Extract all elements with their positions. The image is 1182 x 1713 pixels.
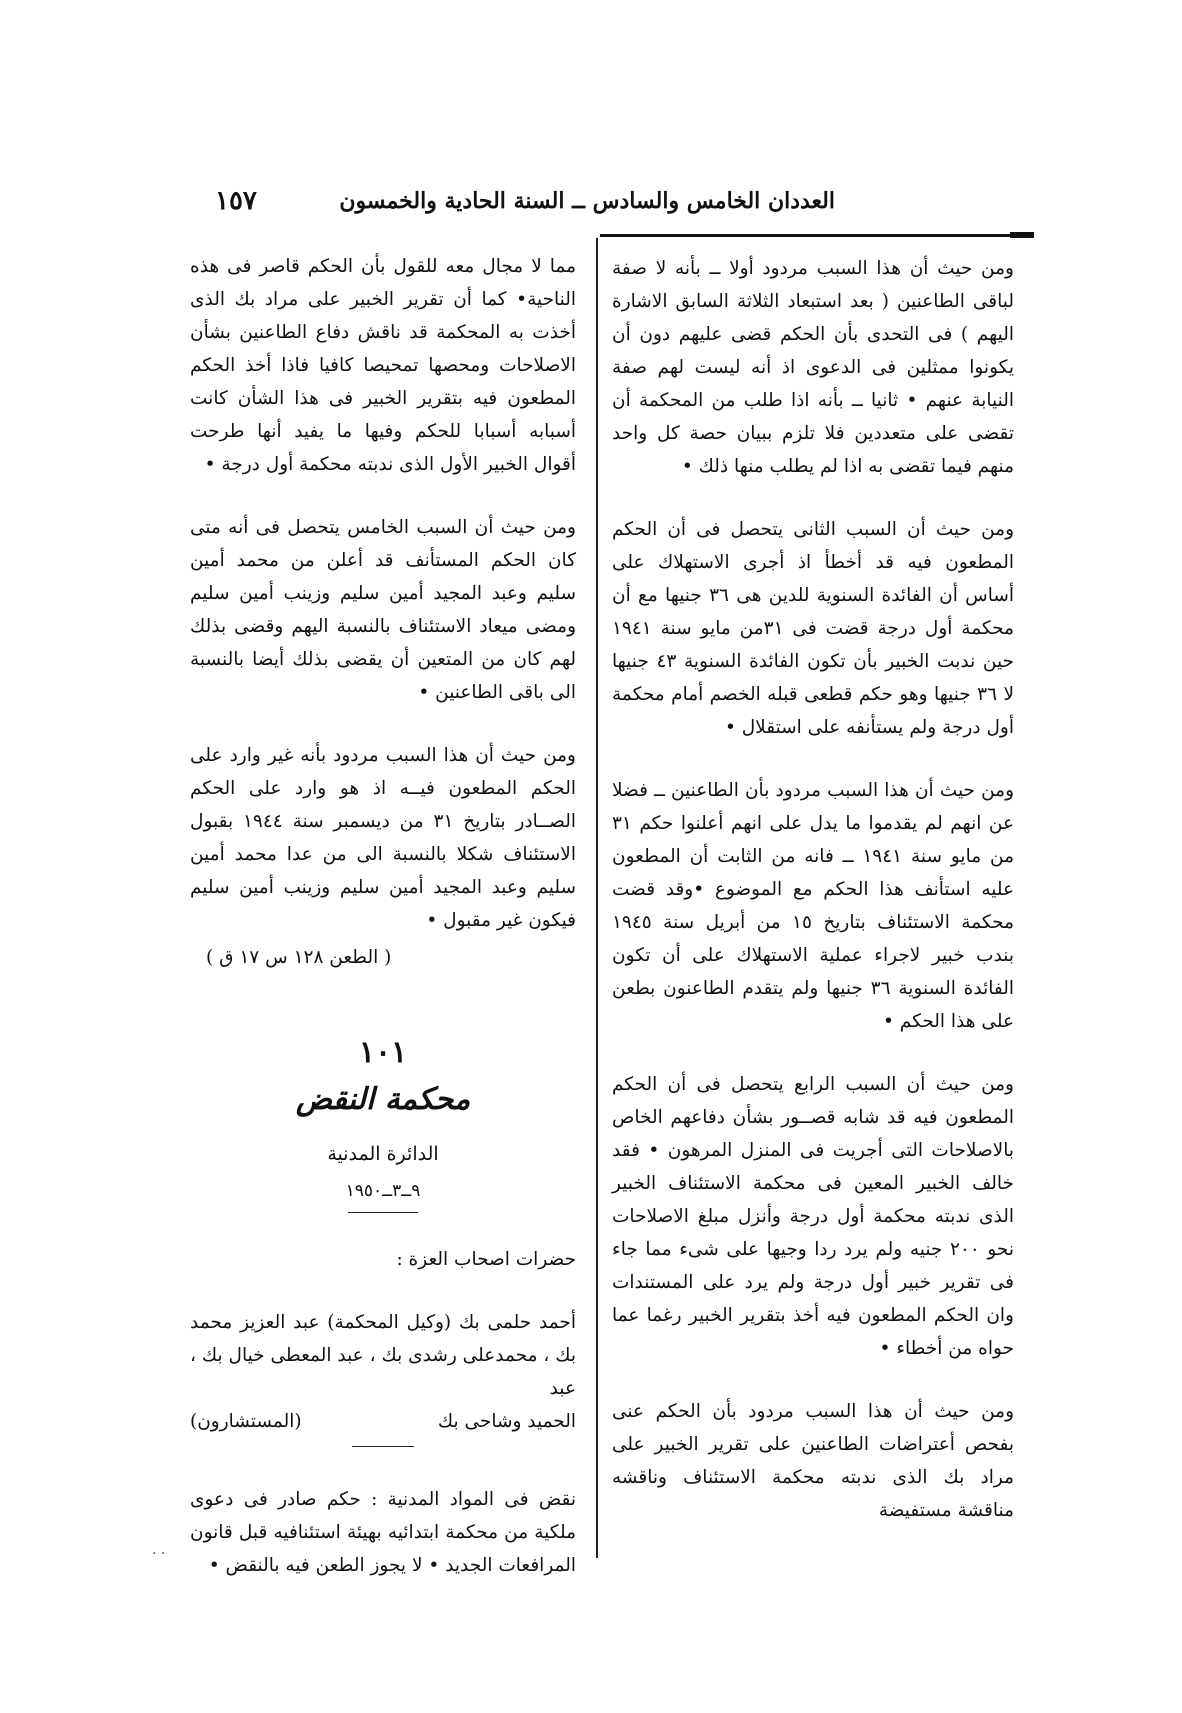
paragraph: مما لا مجال معه للقول بأن الحكم قاصر فى هذه الناحية• كما أن تقرير الخبير على مراد بك الذى أخذت به المحكمة قد ناقش دفاع الطاعنين بشأن الاصلاحات ومحصها تمحيصا كافيا فاذا أخذ الحكم المطعون فيه بتقرير الخبير فى هذا الشأن كانت أسبابه أسبابا للحكم وفيها ما يفيد أنها طرحت أقوال الخبير الأول الذى ندبته محكمة أول درجة • — [190, 256, 576, 475]
paragraph: ومن حيث أن هذا السبب مردود بأنه غير وارد على الحكم المطعون فيــه اذ هو وارد على الحكم الصــادر بتاريخ ٣١ من ديسمبر سنة ١٩٤٤ بقبول الاستئناف شكلا بالنسبة الى من عدا محمد أمين سليم وعبد المجيد أمين سليم وزينب أمين سليم فيكون غير مقبول • — [190, 745, 576, 931]
judges-role: (المستشارون) — [190, 1411, 302, 1432]
paragraph: ومن حيث أن هذا السبب مردود أولا ــ بأنه لا صفة لباقى الطاعنين ( بعد استبعاد الثلاثة السابق الاشارة اليهم ) فى التحدى بأن الحكم قضى عليهم دون أن يكونوا ممثلين فى الدعوى اذ أنه ليست لهم صفة النيابة عنهم • ثانيا ــ بأنه اذا طلب من المحكمة أن تقضى على متعددين فلا تلزم ببيان حصة كل واحد منهم فيما تقضى به اذا لم يطلب منها ذلك • — [612, 258, 1014, 477]
case-number: ١٠١ — [358, 1035, 408, 1070]
page-number: ١٥٧ — [215, 186, 257, 216]
running-header — [215, 180, 835, 222]
judges-list: أحمد حلمى بك (وكيل المحكمة) عبد العزيز محمد بك ، محمدعلى رشدى بك ، عبد المعطى خيال بك ، عبد — [190, 1312, 576, 1399]
paragraph: ومن حيث أن هذا السبب مردود بأن الطاعنين ــ فضلا عن انهم لم يقدموا ما يدل على انهم أعلنوا حكم ٣١ من مايو سنة ١٩٤١ ــ فانه من الثابت أن المطعون عليه استأنف هذا الحكم مع الموضوع •وقد قضت محكمة الاستئناف بتاريخ ١٥ من أبريل سنة ١٩٤٥ بندب خبير لاجراء عملية الاستهلاك على أن تكون الفائدة السنوية ٣٦ جنيها ولم يتقدم الطاعنون بطعن على هذا الحكم • — [612, 780, 1014, 1032]
judges-last-name: الحميد وشاحى بك — [437, 1411, 576, 1432]
paragraph: ومن حيث أن هذا السبب مردود بأن الحكم عنى بفحص أعتراضات الطاعنين على تقرير الخبير على مراد بك الذى ندبته محكمة الاستئناف وناقشه مناقشة مستفيضة — [612, 1401, 1014, 1521]
left-column — [190, 250, 576, 1582]
decision-date: ٩ــ٣ــ١٩٥٠ — [345, 1181, 421, 1201]
circuit-name: الدائرة المدنية — [327, 1143, 439, 1165]
header-rule-end — [1010, 232, 1034, 238]
judges-role-line — [190, 1405, 576, 1438]
paragraph: ومن حيث أن السبب الخامس يتحصل فى أنه متى كان الحكم المستأنف قد أعلن من محمد أمين سليم وعبد المجيد أمين سليم وزينب أمين سليم ومضى ميعاد الاستئناف بالنسبة اليهم وقضى بذلك لهم كان من المتعين أن يقضى بذلك أيضا بالنسبة الى باقى الطاعنين • — [190, 517, 576, 703]
column-divider — [596, 238, 598, 1558]
right-column — [612, 252, 1014, 1527]
paragraph: ومن حيث أن السبب الرابع يتحصل فى أن الحكم المطعون فيه قد شابه قصــور بشأن دفاعهم الخاص بالاصلاحات التى أجريت فى المنزل المرهون • فقد خالف الخبير المعين فى محكمة الاستئناف الخبير الذى ندبته محكمة أول درجة وأنزل مبلغ الاصلاحات نحو ٢٠٠ جنيه ولم يرد ردا وجيها على شىء مما جاء فى تقرير خبير أول درجة ولم يرد على المستندات وان الحكم المطعون فيه أخذ بتقرير الخبير رغما عما حواه من أخطاء • — [612, 1074, 1014, 1359]
margin-mark: · · — [152, 1546, 166, 1562]
running-title: العددان الخامس والسادس ــ السنة الحادية والخمسون — [339, 188, 835, 214]
court-name: محكمة النقض — [295, 1082, 471, 1117]
paragraph: ومن حيث أن السبب الثانى يتحصل فى أن الحكم المطعون فيه قد أخطأ اذ أجرى الاستهلاك على أساس أن الفائدة السنوية للدين هى ٣٦ جنيها مع أن محكمة أول درجة قضت فى ٣١من مايو سنة ١٩٤١ حين ندبت الخبير بأن تكون الفائدة السنوية ٤٣ جنيها لا ٣٦ جنيها وهو حكم قطعى قبله الخصم أمام محكمة أول درجة ولم يستأنفه على استقلال • — [612, 519, 1015, 738]
judges-heading: حضرات اصحاب العزة : — [396, 1249, 576, 1270]
header-rule — [600, 234, 1030, 237]
separator-rule — [348, 1212, 418, 1213]
separator-rule — [352, 1446, 414, 1447]
headnote: نقض فى المواد المدنية : حكم صادر فى دعوى ملكية من محكمة ابتدائيه بهيئة استئنافيه قبل قانون المرافعات الجديد • لا يجوز الطعن فيه بالنقض • — [190, 1489, 576, 1576]
case-citation: ( الطعن ١٢٨ س ١٧ ق ) — [206, 947, 392, 968]
